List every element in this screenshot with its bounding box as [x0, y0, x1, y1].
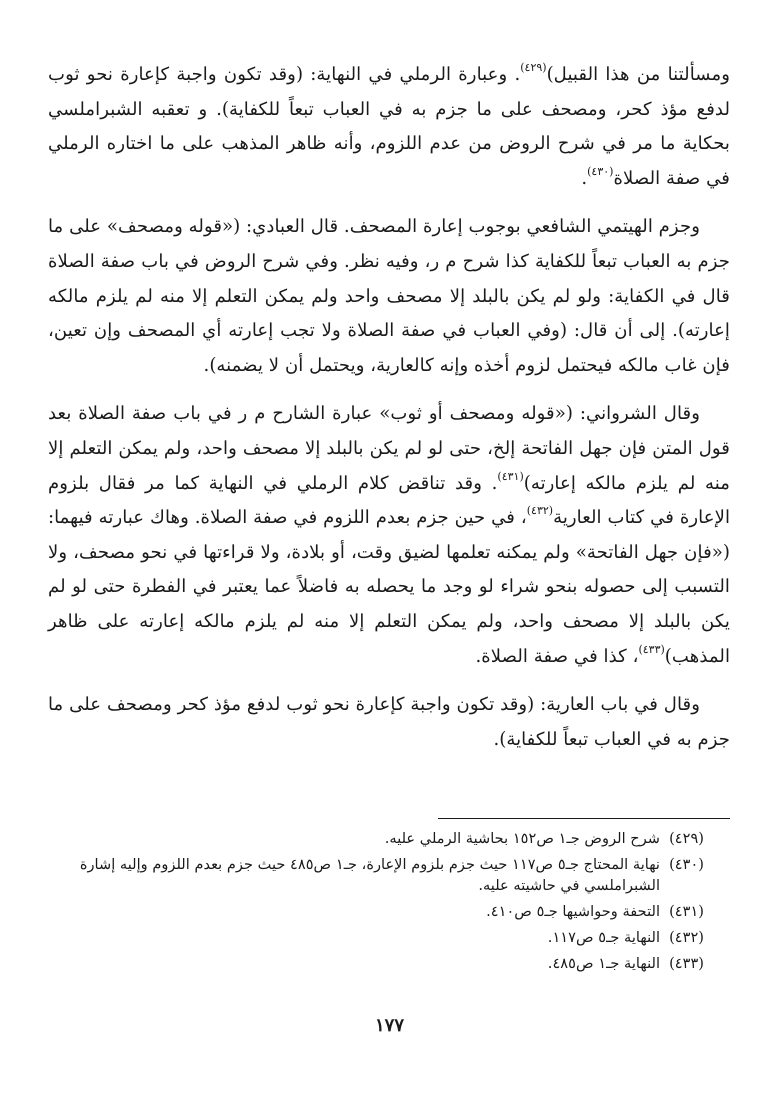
- paragraph-3-text-b: . وقد تناقض كلام الرملي في النهاية كما مر فقال بلزوم الإعارة في كتاب العارية: [48, 472, 730, 529]
- footnote-ref-432: (٤٣٢): [526, 504, 554, 518]
- footnote-text: شرح الروض جـ١ ص١٥٢ بحاشية الرملي عليه.: [384, 830, 660, 847]
- paragraph-1-text-a: ومسألتنا من هذا القبيل): [546, 64, 730, 85]
- footnote: [48, 927, 704, 948]
- footnote-number: (٤٣٢): [669, 929, 704, 946]
- paragraph-1: [48, 58, 730, 196]
- paragraph-3-text-c: ، في حين جزم بعدم اللزوم في صفة الصلاة. وهاك عبارته فيهما: («فإن جهل الفاتحة» ولم يمكنه تعلمها لضيق وقت، أو بلادة، ولا قراءتها في نحو مصحف، ولا التسبب إلى حصوله بنحو شراء لو وجد ما يحصله به فاضلاً عما يعتبر في الفطرة حتى لو لم يكن بالبلد إلا مصحف واحد، ولم يمكن التعلم إلا منه لم يلزم مالكه إعارته على ظاهر المذهب): [48, 507, 730, 667]
- footnote-number: (٤٣١): [669, 903, 704, 920]
- footnote-ref-433: (٤٣٣): [638, 642, 665, 656]
- footnote-number: (٤٢٩): [669, 830, 704, 847]
- footnote-text: نهاية المحتاج جـ٥ ص١١٧ حيث جزم بلزوم الإعارة، جـ١ ص٤٨٥ حيث جزم بعدم اللزوم وإليه إشارة الشبراملسي في حاشيته عليه.: [79, 856, 660, 894]
- paragraph-1-text-c: .: [581, 167, 588, 189]
- paragraph-4: [48, 688, 730, 757]
- paragraph-3-text-a: وقال الشرواني: («قوله ومصحف أو ثوب» عبارة الشارح م ر في باب صفة الصلاة بعد قول المتن فإن جهل الفاتحة إلخ، حتى لو لم يكن بالبلد إلا مصحف واحد، ولم يمكن التعلم إلا منه لم يلزم مالكه إعارته): [48, 403, 730, 494]
- footnote-ref-430: (٤٣٠): [587, 164, 614, 178]
- paragraph-1-text-b: . وعبارة الرملي في النهاية: (وقد تكون واجبة كإعارة نحو ثوب لدفع مؤذ كحر، ومصحف على ما جزم به في العباب تبعاً للكفاية). و تعقبه الشبراملسي بحكاية ما مر في شرح الروض من عدم اللزوم، وأنه ظاهر المذهب على ما اختاره الرملي في صفة الصلاة: [48, 64, 730, 189]
- footnote-number: (٤٣٣): [669, 955, 704, 972]
- footnote-number: (٤٣٠): [669, 856, 704, 873]
- paragraph-3-text-d: ، كذا في صفة الصلاة.: [475, 645, 639, 667]
- footnotes: [48, 828, 704, 979]
- footnote-text: النهاية جـ٥ ص١١٧.: [547, 929, 660, 946]
- footnote: [48, 828, 704, 849]
- main-text: [48, 58, 730, 757]
- footnote-separator: [438, 818, 730, 819]
- paragraph-2: [48, 210, 730, 383]
- footnote-ref-431: (٤٣١): [497, 469, 524, 483]
- footnote-ref-429: (٤٢٩): [520, 61, 547, 74]
- paragraph-4-text: وقال في باب العارية: (وقد تكون واجبة كإعارة نحو ثوب لدفع مؤذ كحر ومصحف على ما جزم به في العباب تبعاً للكفاية).: [48, 694, 730, 750]
- paragraph-3: [48, 397, 730, 674]
- footnote-text: التحفة وحواشيها جـ٥ ص٤١٠.: [486, 903, 660, 920]
- footnote: [48, 901, 704, 922]
- paragraph-2-text: وجزم الهيتمي الشافعي بوجوب إعارة المصحف. قال العبادي: («قوله ومصحف» على ما جزم به العباب تبعاً للكفاية كذا شرح م ر، وفيه نظر. وفي شرح الروض في باب صفة الصلاة قال في الكفاية: ولو لم يكن بالبلد إلا مصحف واحد ولم يمكن التعلم إلا منه لم يلزم مالكه إعارته). إلى أن قال: (وفي العباب في صفة الصلاة ولا تجب إعارته أي المصحف وإن تعين، فإن غاب مالكه فيحتمل لزوم أخذه وإنه كالعارية، ويحتمل أن لا يضمنه).: [48, 216, 730, 376]
- footnote: [48, 854, 704, 896]
- footnote: [48, 953, 704, 974]
- page-number: ١٧٧: [374, 1015, 404, 1036]
- footnote-text: النهاية جـ١ ص٤٨٥.: [547, 955, 660, 972]
